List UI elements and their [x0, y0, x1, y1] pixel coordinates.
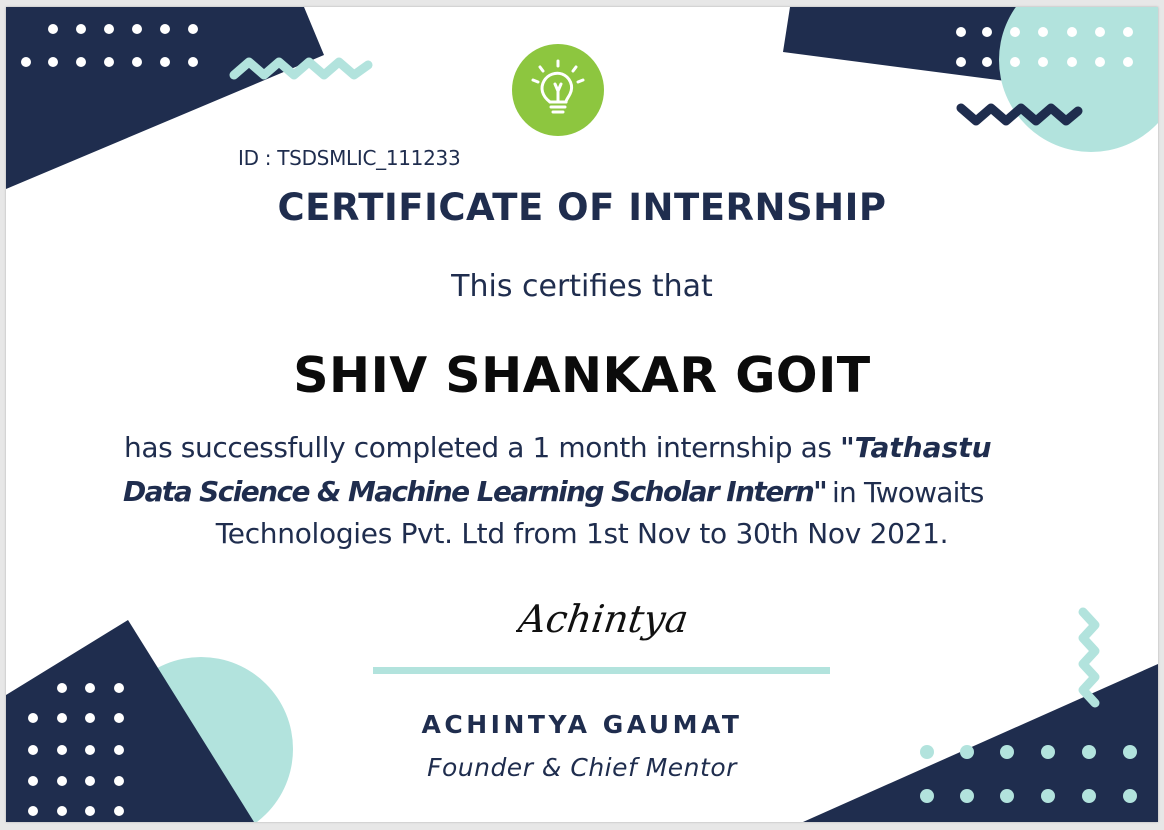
signature-line — [373, 667, 830, 674]
top-right-circle — [999, 7, 1158, 152]
mentor-name: ACHINTYA GAUMAT — [421, 710, 743, 739]
bottom-right-zigzag — [1083, 612, 1095, 703]
body-lead: has successfully completed a 1 month internship as — [124, 431, 841, 464]
body-closing-line: Technologies Pvt. Ltd from 1st Nov to 30th Nov 2021. — [215, 517, 949, 550]
body-line-1 — [124, 431, 992, 464]
certificate-title: CERTIFICATE OF INTERNSHIP — [277, 186, 887, 229]
certifies-line: This certifies that — [451, 269, 713, 304]
certificate-id — [238, 146, 460, 170]
company-logo — [512, 44, 604, 136]
top-right-triangle — [783, 7, 1036, 85]
certificate-id-value: TSDSMLIC_111233 — [277, 146, 461, 170]
company-name-start: in Twowaits — [832, 476, 984, 509]
signature-image — [516, 582, 706, 654]
role-title-start: "Tathastu — [840, 431, 992, 464]
mentor-role: Founder & Chief Mentor — [427, 753, 737, 782]
role-title-end: Data Science & Machine Learning Scholar Intern" — [123, 475, 827, 508]
lightbulb-icon — [512, 44, 604, 136]
recipient-name: SHIV SHANKAR GOIT — [293, 347, 871, 404]
bottom-right-triangle — [803, 664, 1158, 822]
signature-text: Achintya — [516, 598, 691, 642]
certificate-id-label: ID — [238, 146, 259, 170]
certificate-sheet — [6, 7, 1158, 822]
certificate-id-separator: : — [258, 146, 278, 170]
